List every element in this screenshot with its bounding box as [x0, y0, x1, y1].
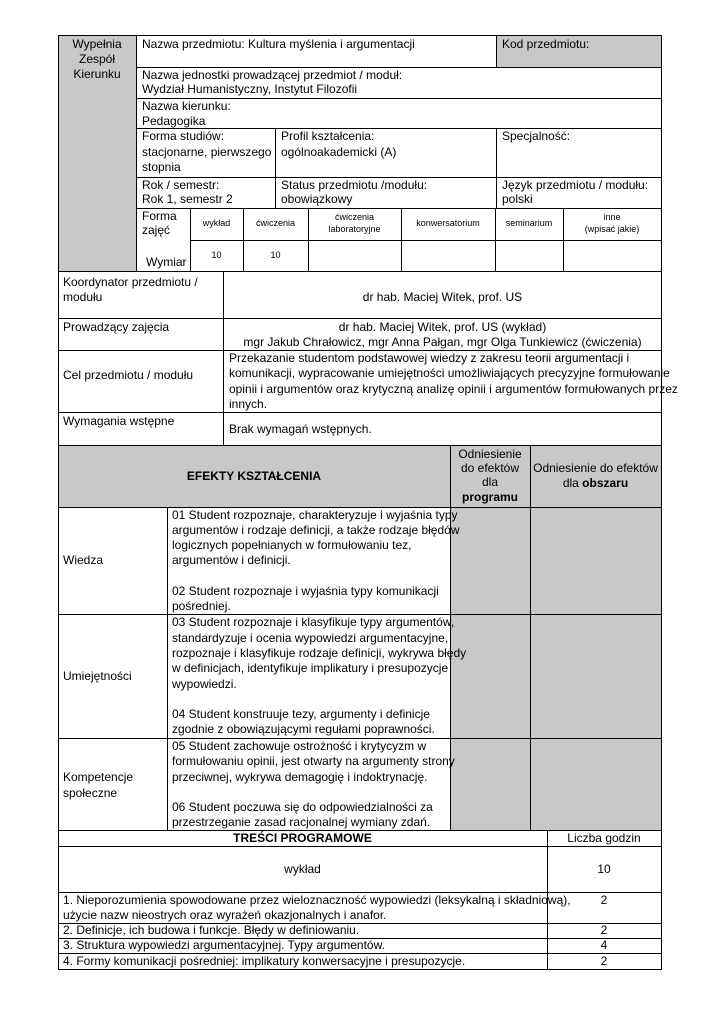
goal-line-2: komunikacji, wypracowanie umiejętności umożliwiających precyzyjne formułowanie	[229, 366, 670, 380]
program-title: TREŚCI PROGRAMOWE	[233, 831, 372, 845]
hours-exercises: 10	[270, 250, 281, 260]
coordinator-label-1: Koordynator przedmiotu /	[63, 275, 198, 289]
class-type-conversatory: konwersatorium	[416, 218, 480, 228]
subject-name: Nazwa przedmiotu: Kultura myślenia i argumentacji	[142, 37, 415, 51]
program-hours-header: Liczba godzin	[567, 831, 641, 845]
goal-line-1: Przekazanie studentom podstawowej wiedzy z zakresu teorii argumentacji i	[229, 351, 630, 365]
study-form-label: Forma studiów:	[142, 129, 225, 143]
ref-columns-cells	[450, 507, 661, 830]
coordinator-label-2: modułu	[63, 290, 103, 304]
unit-label: Nazwa jednostki prowadzącej przedmiot / moduł:	[142, 68, 403, 82]
year-label: Rok / semestr:	[142, 178, 220, 192]
class-type-other-1: inne	[603, 212, 621, 222]
classes-form-label-2: zajęć	[142, 223, 171, 237]
language-value: polski	[502, 192, 533, 206]
class-type-exercises: ćwiczenia	[255, 218, 295, 228]
teachers-value-1: dr hab. Maciej Witek, prof. US (wykład)	[338, 320, 547, 334]
teachers-label: Prowadzący zajęcia	[63, 320, 170, 334]
field-label: Nazwa kierunku:	[142, 99, 231, 113]
goal-label: Cel przedmiotu / modułu	[63, 368, 194, 382]
goal-line-4: innych.	[229, 397, 268, 411]
class-type-lab-2: laboratoryjne	[328, 224, 381, 234]
subject-code-label: Kod przedmiotu:	[502, 37, 590, 51]
status-label: Status przedmiotu /modułu:	[281, 178, 428, 192]
status-value: obowiązkowy	[281, 192, 353, 206]
study-form-value-2: stopnia	[142, 160, 181, 174]
study-form-value-1: stacjonarne, pierwszego	[142, 145, 272, 159]
profile-value: ogólnoakademicki (A)	[281, 145, 397, 159]
program-lecture-hours: 10	[597, 862, 611, 876]
prereq-label: Wymagania wstępne	[63, 414, 175, 428]
goal-line-3: opinii i argumentów oraz krytyczną analizę opinii i argumentów formułowanych przez	[229, 382, 678, 396]
class-type-other-2: (wpisać jakie)	[584, 224, 640, 234]
outcome-group-label-skills: Umiejętności	[63, 669, 132, 683]
outcomes-title: EFEKTY KSZTAŁCENIA	[186, 469, 322, 483]
language-label: Język przedmiotu / modułu:	[502, 178, 649, 192]
prereq-value: Brak wymagań wstępnych.	[229, 422, 372, 436]
year-value: Rok 1, semestr 2	[142, 192, 233, 206]
coordinator-value: dr hab. Maciej Witek, prof. US	[362, 290, 523, 304]
field-value: Pedagogika	[142, 114, 206, 128]
hours-label: Wymiar	[146, 255, 187, 269]
class-type-lecture: wykład	[202, 218, 231, 228]
profile-label: Profil kształcenia:	[281, 129, 375, 143]
teachers-value-2: mgr Jakub Chrałowicz, mgr Anna Pałgan, mgr Olga Tunkiewicz (ćwiczenia)	[243, 335, 642, 349]
program-lecture-label: wykład	[284, 862, 321, 876]
unit-value: Wydział Humanistyczny, Instytut Filozofii	[142, 82, 358, 96]
class-type-lab-1: ćwiczenia	[334, 212, 374, 222]
outcome-group-label-knowledge: Wiedza	[63, 553, 104, 567]
class-type-seminar: seminarium	[505, 218, 553, 228]
classes-form-label-1: Forma	[142, 209, 177, 223]
specialty-label: Specjalność:	[502, 129, 571, 143]
hours-lecture: 10	[211, 250, 222, 260]
